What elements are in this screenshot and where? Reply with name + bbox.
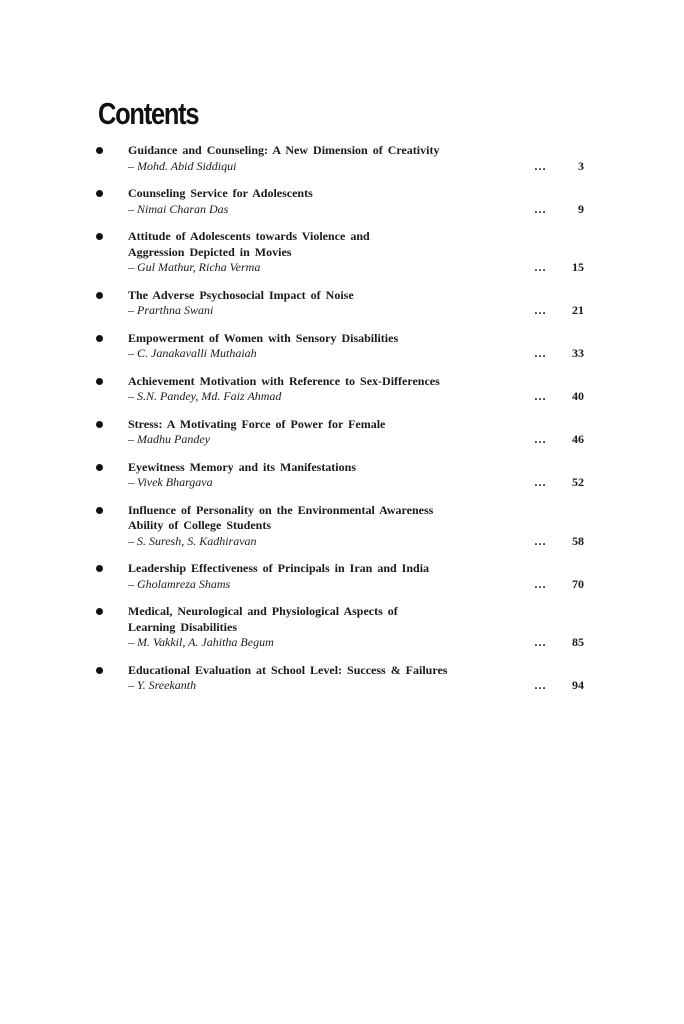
entry-title: Influence of Personality on the Environmental Awareness Ability of College Students [128, 502, 434, 532]
entry-authors: – Mohd. Abid Siddiqui [128, 158, 237, 173]
toc-entry[interactable] [96, 604, 596, 651]
toc-entry[interactable] [96, 374, 596, 405]
bullet-icon [96, 292, 103, 299]
entry-title: Leadership Effectiveness of Principals in Iran and India [128, 561, 430, 575]
entry-authors: – Madhu Pandey [128, 432, 210, 446]
page-number: 40 [572, 389, 584, 403]
entry-title: Achievement Motivation with Reference to Sex-Differences [128, 373, 440, 388]
entry-authors: – Gul Mathur, Richa Verma [128, 260, 261, 274]
entry-authors: – Nimai Charan Das [128, 201, 229, 216]
bullet-icon [96, 147, 103, 154]
entry-title: Medical, Neurological and Physiological Aspects of Learning Disabilities [128, 604, 398, 634]
bullet-icon [96, 421, 103, 428]
entry-authors: – S.N. Pandey, Md. Faiz Ahmad [128, 389, 282, 403]
leader-dots: … [534, 158, 546, 173]
toc-entry[interactable] [96, 229, 596, 276]
toc-entry[interactable] [96, 186, 596, 217]
bullet-icon [96, 335, 103, 342]
entry-title: Educational Evaluation at School Level: Success & Failures [128, 662, 448, 677]
page-number: 33 [572, 346, 584, 360]
page-number: 9 [578, 201, 584, 216]
page-number: 46 [572, 432, 584, 446]
leader-dots: … [534, 303, 546, 317]
toc-entry[interactable] [96, 143, 596, 174]
entry-title: The Adverse Psychosocial Impact of Noise [128, 287, 354, 302]
bullet-icon [96, 464, 103, 471]
table-of-contents [96, 143, 596, 706]
leader-dots: … [534, 432, 546, 446]
toc-entry[interactable] [96, 503, 596, 550]
page-number: 70 [572, 576, 584, 591]
entry-title: Eyewitness Memory and its Manifestations [128, 459, 356, 474]
toc-entry[interactable] [96, 417, 596, 448]
leader-dots: … [534, 678, 546, 692]
toc-entry[interactable] [96, 331, 596, 362]
bullet-icon [96, 378, 103, 385]
leader-dots: … [534, 201, 546, 216]
toc-entry[interactable] [96, 460, 596, 491]
entry-authors: – Prarthna Swani [128, 303, 214, 317]
entry-authors: – C. Janakavalli Muthaiah [128, 346, 257, 360]
bullet-icon [96, 667, 103, 674]
leader-dots: … [534, 389, 546, 403]
leader-dots: … [534, 260, 546, 274]
page-number: 15 [572, 260, 584, 274]
page-number: 85 [572, 635, 584, 649]
page-number: 21 [572, 303, 584, 317]
entry-authors: – Gholamreza Shams [128, 576, 231, 591]
page-number: 58 [572, 533, 584, 548]
leader-dots: … [534, 635, 546, 649]
bullet-icon [96, 190, 103, 197]
page-number: 52 [572, 475, 584, 489]
bullet-icon [96, 565, 103, 572]
leader-dots: … [534, 346, 546, 360]
leader-dots: … [534, 475, 546, 489]
bullet-icon [96, 507, 103, 514]
page-title: Contents [98, 96, 199, 131]
entry-title: Guidance and Counseling: A New Dimension of Creativity [128, 143, 440, 157]
entry-title: Counseling Service for Adolescents [128, 186, 313, 200]
bullet-icon [96, 608, 103, 615]
entry-title: Empowerment of Women with Sensory Disabilities [128, 330, 399, 345]
toc-entry[interactable] [96, 663, 596, 694]
entry-authors: – Y. Sreekanth [128, 678, 197, 692]
page-number: 94 [572, 678, 584, 692]
page-number: 3 [578, 158, 584, 173]
entry-authors: – Vivek Bhargava [128, 475, 213, 489]
toc-entry[interactable] [96, 561, 596, 592]
entry-title: Attitude of Adolescents towards Violence and Aggression Depicted in Movies [128, 229, 370, 259]
leader-dots: … [534, 533, 546, 548]
bullet-icon [96, 233, 103, 240]
entry-authors: – M. Vakkil, A. Jahitha Begum [128, 635, 274, 649]
leader-dots: … [534, 576, 546, 591]
toc-entry[interactable] [96, 288, 596, 319]
entry-title: Stress: A Motivating Force of Power for Female [128, 416, 386, 431]
entry-authors: – S. Suresh, S. Kadhiravan [128, 533, 257, 548]
